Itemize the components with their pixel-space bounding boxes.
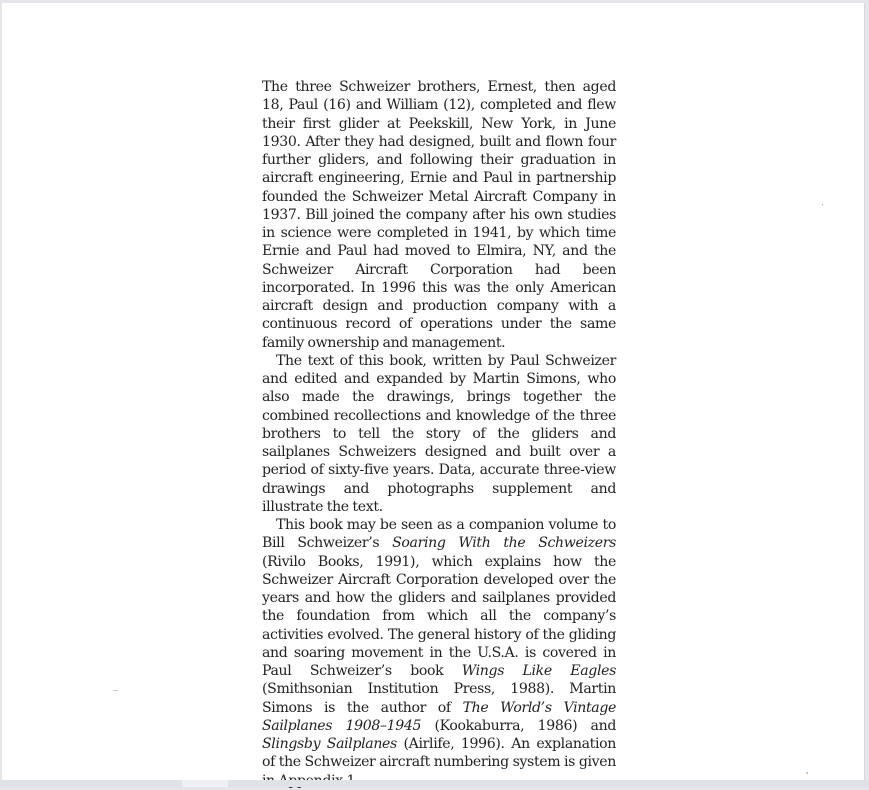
book-title-wings: Wings Like Eagles [461,663,616,679]
scroll-indicator[interactable] [182,780,228,787]
viewer-bottom-bar [0,780,869,787]
scan-speck [113,690,118,691]
paragraph-3-text-c: (Smithsonian Institution Press, 1988). Martin Simons is the author of [262,681,616,716]
body-text [262,78,616,790]
book-title-slingsby: Slingsby Sailplanes [262,736,397,752]
book-title-vintage: The World’s Vintage Sailplanes 1908–1945 [262,699,616,734]
paragraph-2-text: The text of this book, written by Paul Schweizer and edited and expanded by Martin Simons, who also made the drawings, brings together the combined recollections and knowledge of the three brothers to tell the story of the gliders and sailplanes Schweizers designed and built over a period of sixty-five years. Data, accurate three-view drawings and photographs supplement and illustrate the text. [262,352,616,515]
paragraph-2 [262,352,616,516]
paragraph-1 [262,78,616,352]
scan-speck [822,204,823,206]
book-title-soaring: Soaring With the Schweizers [392,535,616,552]
paragraph-3 [262,516,616,790]
paragraph-3-text-b: (Rivilo Books, 1991), which explains how the Schweizer Aircraft Corporation developed over the years and how the gliders and sailplanes provided the foundation from which all the company’s activities evolved. The general history of the gliding and soaring movement in the U.S.A. is covered in Paul Schweizer’s book [262,553,616,679]
paragraph-1-text: The three Schweizer brothers, Ernest, then aged 18, Paul (16) and William (12), completed and flew their first glider at Peekskill, New York, in June 1930. After they had designed, built and flown four further gliders, and following their graduation in aircraft engineering, Ernie and Paul in partnership founded the Schweizer Metal Aircraft Company in 1937. Bill joined the company after his own studies in science were completed in 1941, by which time Ernie and Paul had moved to Elmira, NY, and the Schweizer Aircraft Corporation had been incorporated. In 1996 this was the only American aircraft design and production company with a continuous record of operations under the same family ownership and management. [262,79,616,351]
paragraph-3-text-e: (Airlife, 1996). An explanation of the Schweizer aircraft numbering system is given [262,736,616,771]
scan-speck [806,772,808,774]
document-page [2,3,865,780]
paragraph-3-text-a: This book may be seen as a companion volume to Bill Schweizer’s [262,517,616,552]
paragraph-3-text-d: (Kookaburra, 1986) and [421,717,616,734]
